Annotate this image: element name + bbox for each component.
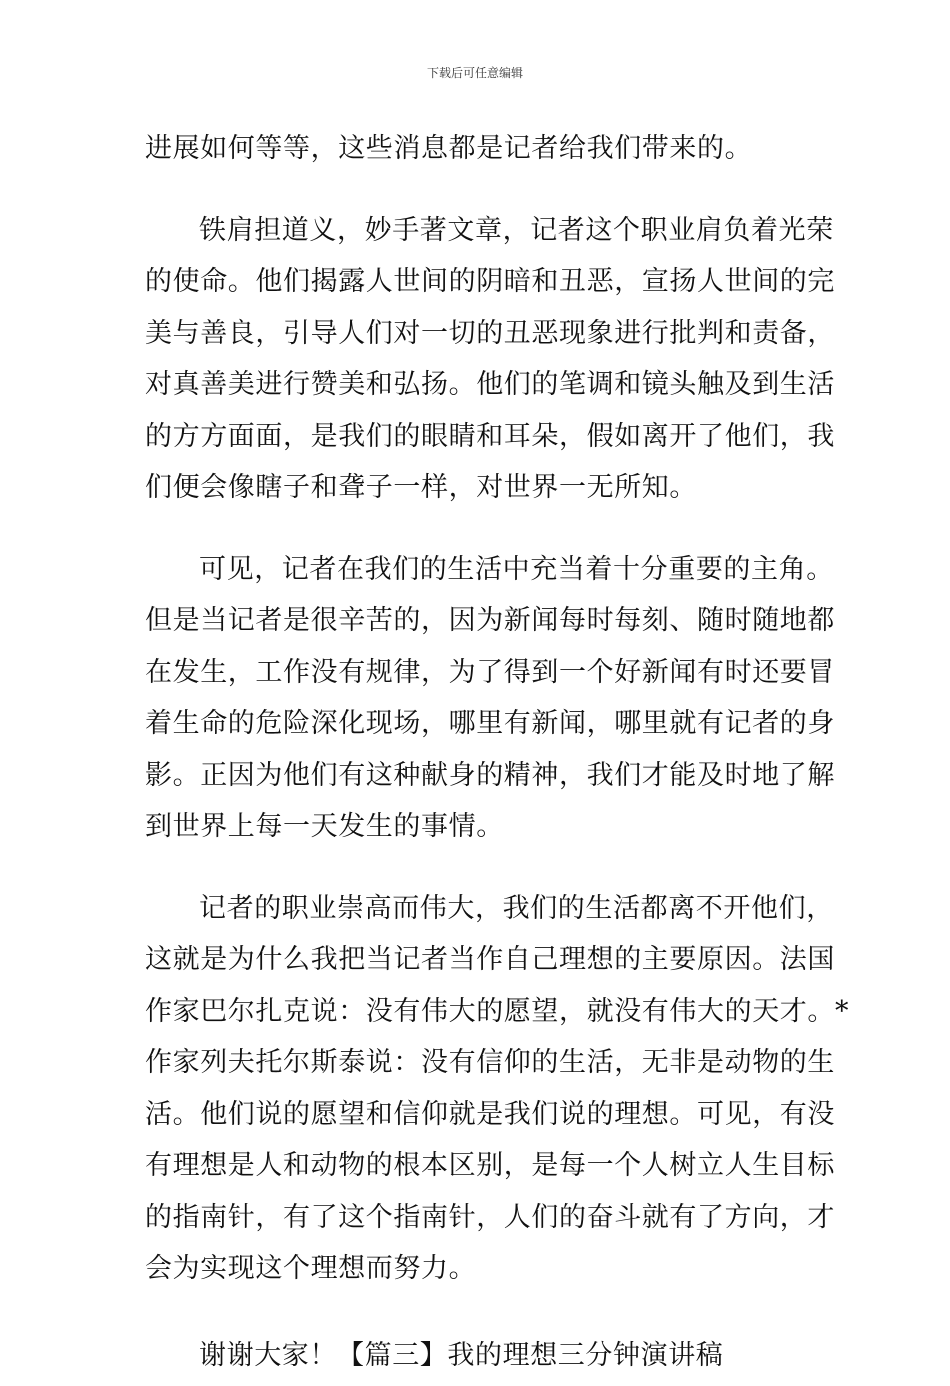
page-header: 下载后可任意编辑 (0, 64, 950, 81)
text-line: 进展如何等等，这些消息都是记者给我们带来的。 (145, 128, 810, 180)
text-line: 记者的职业崇高而伟大，我们的生活都离不开他们， (145, 888, 810, 940)
paragraph (145, 210, 810, 519)
document-body (145, 128, 810, 1386)
text-line: 们便会像瞎子和聋子一样，对世界一无所知。 (145, 467, 810, 519)
text-line: 有理想是人和动物的根本区别，是每一个人树立人生目标 (145, 1145, 810, 1197)
text-line: 的方方面面，是我们的眼睛和耳朵，假如离开了他们，我 (145, 416, 810, 468)
text-line: 这就是为什么我把当记者当作自己理想的主要原因。法国 (145, 939, 810, 991)
text-line: 会为实现这个理想而努力。 (145, 1248, 810, 1300)
text-line: 作家巴尔扎克说：没有伟大的愿望，就没有伟大的天才。* (145, 991, 810, 1043)
text-line: 的指南针，有了这个指南针，人们的奋斗就有了方向，才 (145, 1197, 810, 1249)
text-line: 活。他们说的愿望和信仰就是我们说的理想。可见，有没 (145, 1094, 810, 1146)
text-line: 但是当记者是很辛苦的，因为新闻每时每刻、随时随地都 (145, 600, 810, 652)
text-line: 铁肩担道义，妙手著文章，记者这个职业肩负着光荣 (145, 210, 810, 262)
text-line: 的使命。他们揭露人世间的阴暗和丑恶，宣扬人世间的完 (145, 261, 810, 313)
text-line: 美与善良，引导人们对一切的丑恶现象进行批判和责备， (145, 313, 810, 365)
text-line: 谢谢大家！【篇三】我的理想三分钟演讲稿 (145, 1335, 810, 1386)
text-line: 对真善美进行赞美和弘扬。他们的笔调和镜头触及到生活 (145, 364, 810, 416)
text-line: 可见，记者在我们的生活中充当着十分重要的主角。 (145, 549, 810, 601)
text-line: 作家列夫托尔斯泰说：没有信仰的生活，无非是动物的生 (145, 1042, 810, 1094)
text-line: 着生命的危险深化现场，哪里有新闻，哪里就有记者的身 (145, 703, 810, 755)
paragraph (145, 1335, 810, 1386)
paragraph (145, 549, 810, 858)
paragraph (145, 888, 810, 1300)
text-line: 影。正因为他们有这种献身的精神，我们才能及时地了解 (145, 755, 810, 807)
text-line: 在发生，工作没有规律，为了得到一个好新闻有时还要冒 (145, 652, 810, 704)
text-line: 到世界上每一天发生的事情。 (145, 806, 810, 858)
paragraph (145, 128, 810, 180)
